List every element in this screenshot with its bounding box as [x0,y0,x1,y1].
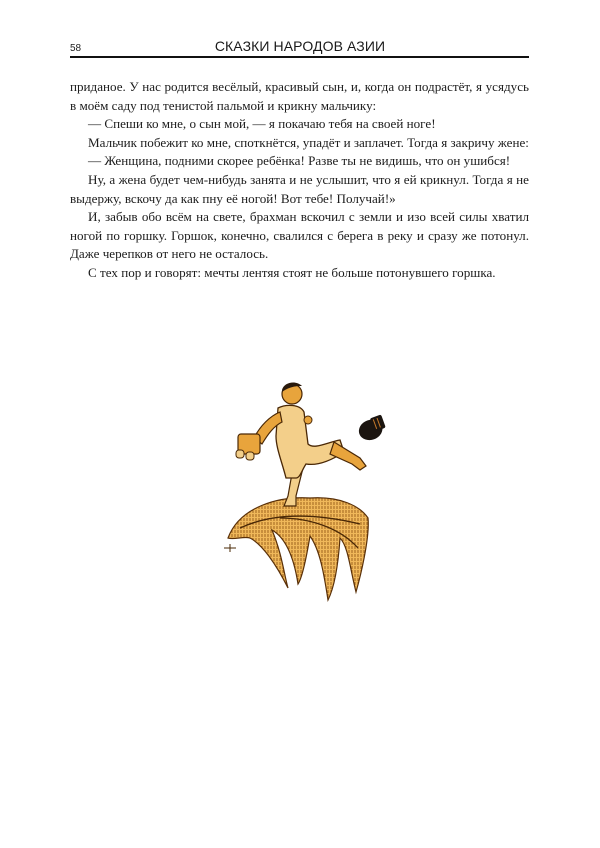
paragraph: И, забыв обо всём на свете, брахман вскочил с земли и изо всей силы хватил ногой по горшку. Горшок, конечно, свалился с берега в реку и сразу же потонул. Даже черепков от него не осталось. [70,209,529,262]
header-rule [70,56,529,58]
paragraph: приданое. У нас родится весёлый, красивый сын, и, когда он подрастёт, я усядусь в моём саду под тенистой пальмой и крикну мальчику: [70,79,529,113]
paragraph: — Спеши ко мне, о сын мой, — я покачаю тебя на своей ноге! [88,116,436,132]
brahman-illustration-icon [210,378,410,608]
illustration-brahman-kicking-pot [210,378,410,608]
paragraph: Мальчик побежит ко мне, споткнётся, упадёт и заплачет. Тогда я закричу жене: [88,134,529,150]
page-number: 58 [70,43,82,54]
paragraph: — Женщина, подними скорее ребёнка! Разве ты не видишь, что он ушибся! [88,153,511,169]
story-text [70,78,529,283]
paragraph: Ну, а жена будет чем-нибудь занята и не услышит, что я ей крикнул. Тогда я не выдержу, вскочу да как пну её ногой! Вот тебе! Получай!» [70,171,529,206]
paragraph: С тех пор и говорят: мечты лентяя стоят не больше потонувшего горшка. [88,264,496,280]
running-title: СКАЗКИ НАРОДОВ АЗИИ [214,38,386,54]
